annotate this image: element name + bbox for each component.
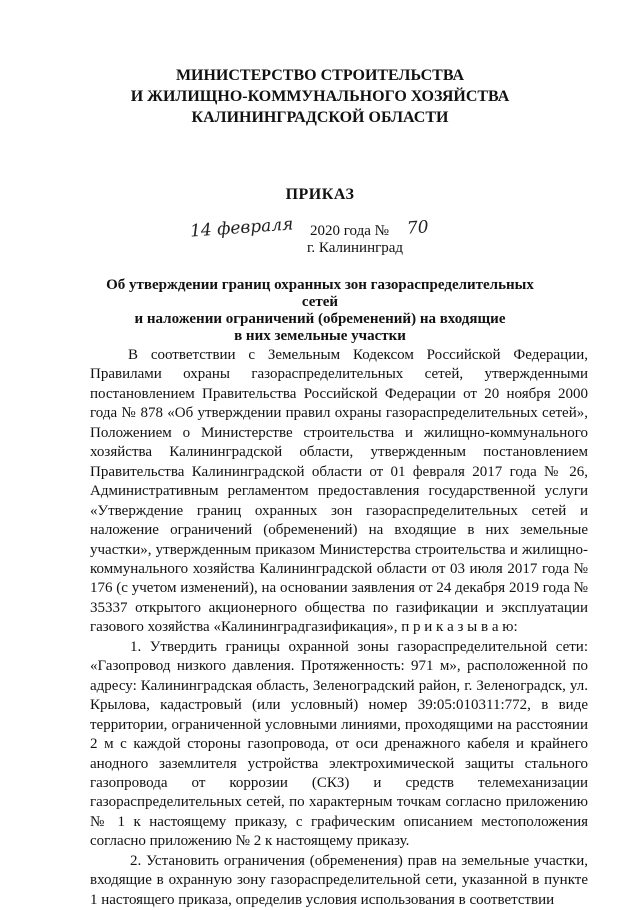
handwritten-date: 14 февраля (189, 214, 294, 242)
item-2-paragraph: 2. Установить ограничения (обременения) прав на земельные участки, входящие в охранную зону газораспределительной сети, указанной в пункте 1 настоящего приказа, определив условия использования в соответствии (90, 852, 588, 908)
order-title: ПРИКАЗ (285, 186, 355, 203)
subject-line-1: Об утверждении границ охранных зон газораспределительных сетей (106, 277, 534, 310)
order-city: г. Калининград (306, 240, 404, 256)
ministry-line-1: МИНИСТЕРСТВО СТРОИТЕЛЬСТВА (175, 67, 465, 84)
order-body (90, 346, 588, 910)
subject-line-3: в них земельные участки (234, 328, 406, 344)
preamble-paragraph: В соответствии с Земельным Кодексом Российской Федерации, Правилами охраны газораспределительных сетей, утвержденными постановлением Правительства Российской Федерации от 20 ноября 2000 года № 878 «Об утверждении правил охраны газораспределительных сетей», Положением о Министерстве строительства и жилищно-коммунального хозяйства Калининградской области, утвержденным постановлением Правительства Калининградской области от 01 февраля 2017 года № 26, Административным регламентом предоставления государственной услуги «Утверждение границ охранных зон газораспределительных сетей и наложение ограничений (обременений) на входящие в них земельные участки», утвержденным приказом Министерства строительства и жилищно-коммунального хозяйства Калининградской области от 03 июля 2017 года № 176 (с учетом изменений), на основании заявления от 24 декабря 2019 года № 35337 открытого акционерного общества по газификации и эксплуатации газового хозяйства «Калининградгазификация», п р и к а з ы в а ю: (90, 347, 588, 636)
ministry-line-3: КАЛИНИНГРАДСКОЙ ОБЛАСТИ (191, 109, 449, 126)
ministry-line-2: И ЖИЛИЩНО-КОММУНАЛЬНОГО ХОЗЯЙСТВА (130, 88, 510, 105)
order-subject (90, 277, 550, 345)
ministry-header (0, 65, 640, 128)
order-year: 2020 года № (310, 223, 389, 239)
handwritten-order-number: 70 (406, 217, 430, 239)
item-1-paragraph: 1. Утвердить границы охранной зоны газораспределительной сети: «Газопровод низкого давления. Протяженность: 971 м», расположенной по адресу: Калининградская область, Зеленоградский район, г. Зеленоградск, ул. Крылова, кадастровый (или условный) номер 39:05:010311:772, в виде территории, ограниченной условными линиями, проходящими на расстоянии 2 м с каждой стороны газопровода, от оси дренажного кабеля и крайнего анодного заземлителя устройства электрохимической защиты стального газопровода от коррозии (СКЗ) и средств телемеханизации газораспределительных сетей, по характерным точкам согласно приложению № 1 к настоящему приказу, с графическим описанием местоположения согласно приложению № 2 к настоящему приказу. (90, 638, 588, 850)
subject-line-2: и наложении ограничений (обременений) на входящие (134, 311, 506, 327)
